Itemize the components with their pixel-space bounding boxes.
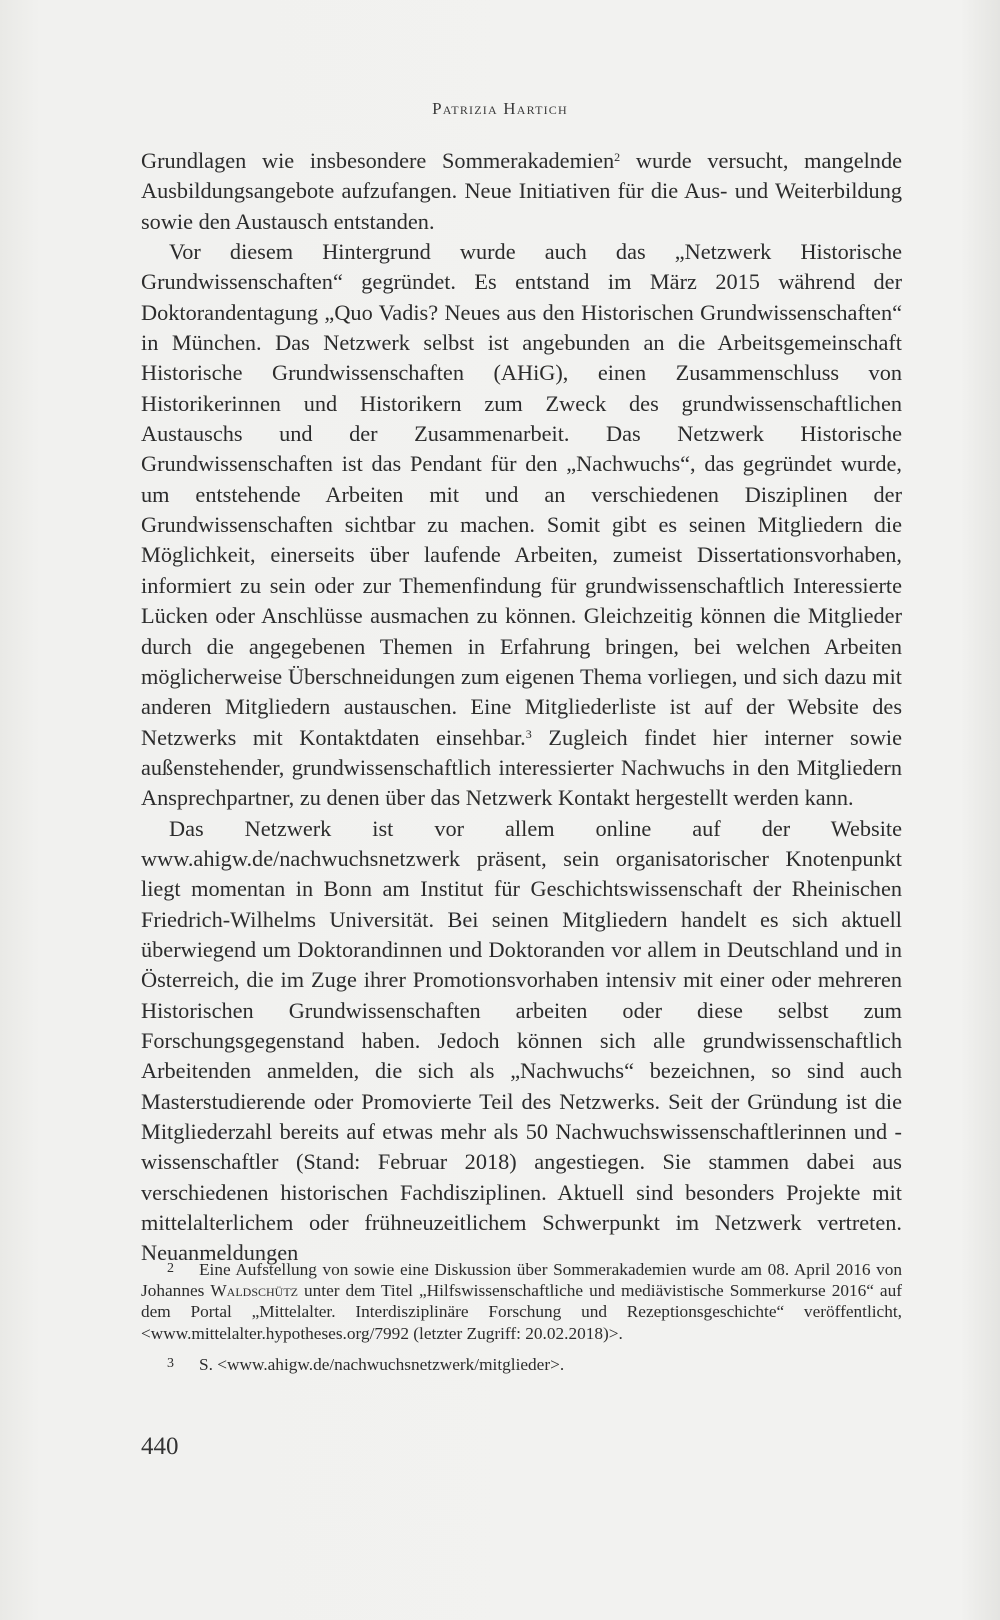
page-number: 440	[141, 1433, 179, 1460]
paragraph-2	[141, 237, 902, 814]
paragraph-3	[141, 814, 902, 1269]
footnote-ref-3[interactable]: 3	[525, 726, 532, 741]
footnote-text: Eine Aufstellung von sowie eine Diskussion über Sommerakademien wurde am 08. April 2016 von Johannes	[141, 1260, 902, 1301]
paragraph-1	[141, 146, 902, 237]
footnote-text-continued: unter dem Titel „Hilfswissenschaftliche und mediävistische Sommerkurse 2016“ auf dem Portal „Mittelalter. Interdisziplinäre Forschung und Rezeptionsgeschichte“ veröffentlicht, <www.mittelalter.hypotheses.org/7992 (letzter Zugriff: 20.02.2018)>.	[141, 1281, 902, 1343]
paragraph-3-text: Das Netzwerk ist vor allem online auf der Website www.ahigw.de/nachwuchsnetzwerk präsent, sein organisatorischer Knotenpunkt liegt momentan in Bonn am Institut für Geschichtswissenschaft der Rheinischen Friedrich-Wilhelms Universität. Bei seinen Mitgliedern handelt es sich aktuell überwiegend um Doktorandinnen und Doktoranden vor allem in Deutschland und in Österreich, die im Zuge ihrer Promotionsvorhaben intensiv mit einer oder mehreren Historischen Grundwissenschaften arbeiten oder diese selbst zum Forschungsgegenstand haben. Jedoch können sich alle grundwissenschaftlich Arbeitenden anmelden, die sich als „Nachwuchs“ bezeichnen, so sind auch Masterstudierende oder Promovierte Teil des Netzwerks. Seit der Gründung ist die Mitgliederzahl bereits auf etwas mehr als 50 Nachwuchswissenschaftlerinnen und -wissenschaftler (Stand: Februar 2018) angestiegen. Sie stammen dabei aus verschiedenen historischen Fachdisziplinen. Aktuell sind besonders Projekte mit mittelalterlichem oder frühneuzeitlichem Schwerpunkt im Netzwerk vertreten. Neuanmeldungen	[141, 815, 902, 1266]
footnote-number: 2	[167, 1261, 174, 1276]
footnote-text: S. <www.ahigw.de/nachwuchsnetzwerk/mitglieder>.	[199, 1354, 565, 1374]
footnote-3	[141, 1353, 902, 1375]
footnote-2	[141, 1258, 902, 1344]
footnote-ref-2[interactable]: 2	[614, 150, 621, 164]
paragraph-1-rest: wurde versucht, mangelnde Ausbildungsangebote aufzufangen. Neue Initiativen für die Aus- und Weiterbildung sowie den Austausch entstanden.	[141, 148, 902, 234]
footnotes	[141, 1258, 902, 1375]
paragraph-2-rest: Zugleich findet hier interner sowie außenstehender, grundwissenschaftlich interessierter Nachwuchs in den Mitgliedern Ansprechpartner, zu denen über das Netzwerk Kontakt hergestellt werden kann.	[141, 724, 903, 811]
paragraph-1-text: Grundlagen wie insbesondere Sommerakademien	[141, 148, 615, 173]
running-head: Patrizia Hartich	[432, 99, 568, 118]
footnote-number: 3	[167, 1355, 174, 1371]
footnote-author: Waldschütz	[210, 1281, 299, 1301]
body-text	[141, 146, 902, 1269]
paragraph-2-text: Vor diesem Hintergrund wurde auch das „Netzwerk Historische Grundwissenschaften“ gegründet. Es entstand im März 2015 während der Doktorandentagung „Quo Vadis? Neues aus den Historischen Grundwissenschaften“ in München. Das Netzwerk selbst ist angebunden an die Arbeitsgemeinschaft Historische Grundwissenschaften (AHiG), einen Zusammenschluss von Historikerinnen und Historikern zum Zweck des grundwissenschaftlichen Austauschs und der Zusammenarbeit. Das Netzwerk Historische Grundwissenschaften ist das Pendant für den „Nachwuchs“, das gegründet wurde, um entstehende Arbeiten mit und an verschiedenen Disziplinen der Grundwissenschaften sichtbar zu machen. Somit gibt es seinen Mitgliedern die Möglichkeit, einerseits über laufende Arbeiten, zumeist Dissertationsvorhaben, informiert zu sein oder zur Themenfindung für grundwissenschaftlich Interessierte Lücken oder Anschlüsse ausmachen zu können. Gleichzeitig können die Mitglieder durch die angegebenen Themen in Erfahrung bringen, bei welchen Arbeiten möglicherweise Überschneidungen zum eigenen Thema vorliegen, und sich dazu mit anderen Mitgliedern austauschen. Eine Mitgliederliste ist auf der Website des Netzwerks mit Kontaktdaten einsehbar.	[141, 239, 902, 750]
